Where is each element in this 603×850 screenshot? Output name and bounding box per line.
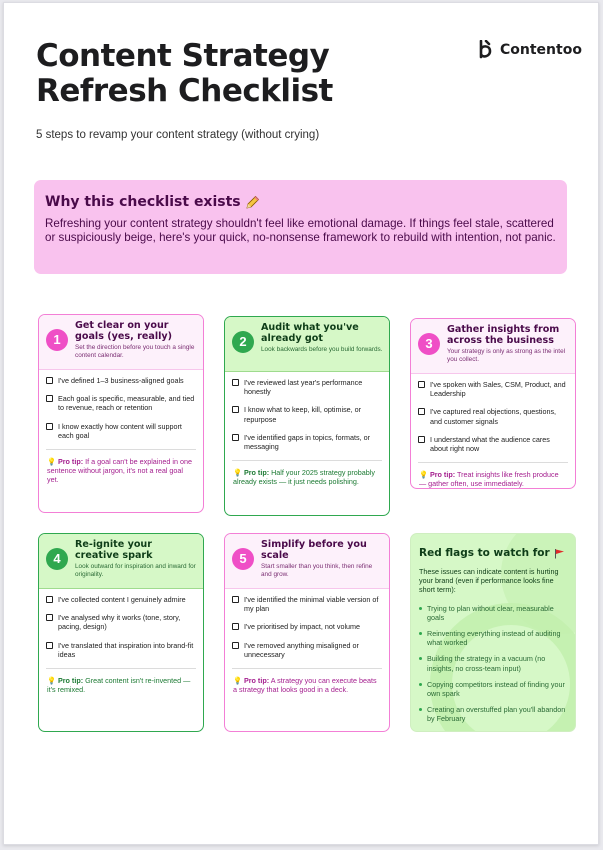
- checklist-page: [3, 2, 599, 845]
- checklist-item[interactable]: [232, 378, 382, 396]
- checklist: [39, 370, 203, 440]
- checklist-item[interactable]: [232, 622, 382, 631]
- intro-panel: [34, 180, 567, 274]
- red-flag-item: [419, 680, 567, 698]
- pro-tip: [39, 450, 203, 485]
- pro-tip: [411, 463, 575, 488]
- step-title: Get clear on your goals (yes, really): [75, 320, 173, 342]
- step-title: Audit what you've already got: [261, 322, 359, 344]
- checklist-item[interactable]: [46, 641, 196, 659]
- checkbox[interactable]: [46, 614, 53, 621]
- checklist-item[interactable]: [46, 422, 196, 440]
- step-card-3: [410, 318, 576, 489]
- step-title: Simplify before you scale: [261, 539, 367, 561]
- red-flags-list: [419, 604, 567, 724]
- checklist: [39, 589, 203, 659]
- pro-tip-text: Treat insights like fresh produce — gather often, use immediately.: [419, 470, 559, 489]
- page-title: [36, 39, 396, 109]
- lightbulb-icon: 💡: [47, 457, 56, 467]
- checklist-item[interactable]: [418, 407, 568, 425]
- page-subtitle: 5 steps to revamp your content strategy (without crying): [36, 129, 320, 141]
- step-card-1: [38, 314, 204, 513]
- checkbox[interactable]: [232, 406, 239, 413]
- red-flag-text: Building the strategy in a vacuum (no insights, no cross-team input): [427, 654, 546, 673]
- red-flags-panel: [410, 533, 576, 732]
- checklist-item-label: I've analysed why it works (tone, story, pacing, design): [58, 613, 181, 632]
- step-title: Re-ignite your creative spark: [75, 539, 153, 561]
- checkbox[interactable]: [46, 395, 53, 402]
- bullet-dot: [419, 657, 422, 660]
- checklist-item[interactable]: [232, 433, 382, 451]
- red-flag-text: Trying to plan without clear, measurable goals: [427, 603, 554, 622]
- intro-body: Refreshing your content strategy shouldn't feel like emotional damage. If things feel stale, scattered or suspiciously beige, here's your quick, no-nonsense framework to rebuild with intention, not panic.: [45, 217, 556, 244]
- checkbox[interactable]: [232, 434, 239, 441]
- contentoo-logo-icon: [478, 40, 494, 60]
- pro-tip: [225, 669, 389, 694]
- title-line-1: Content Strategy: [36, 38, 330, 74]
- red-flag-text: Creating an overstuffed plan you'll abandon by February: [427, 705, 566, 724]
- pencil-icon: [245, 195, 260, 210]
- checklist-item-label: I've identified gaps in topics, formats, or messaging: [244, 432, 371, 452]
- checklist-item[interactable]: [46, 595, 196, 604]
- step-number-badge: 5: [232, 548, 254, 570]
- checklist-item[interactable]: [232, 641, 382, 659]
- checklist: [225, 589, 389, 659]
- pro-tip: [39, 669, 203, 694]
- checklist-item[interactable]: [232, 405, 382, 423]
- red-flag-item: [419, 629, 567, 647]
- checklist-item-label: I know what to keep, kill, optimise, or repurpose: [244, 405, 362, 424]
- pro-tip-label: Pro tip:: [243, 468, 270, 478]
- step-card-5: [224, 533, 390, 732]
- checklist-item[interactable]: [46, 376, 196, 385]
- checkbox[interactable]: [46, 596, 53, 603]
- checklist-item-label: I've reviewed last year's performance honestly: [244, 378, 363, 397]
- pro-tip-text: Half your 2025 strategy probably already exists — it just needs polishing.: [233, 468, 375, 487]
- step-header: [39, 315, 203, 370]
- checklist-item-label: I've prioritised by impact, not volume: [244, 622, 361, 632]
- checkbox[interactable]: [418, 381, 425, 388]
- checklist-item[interactable]: [46, 394, 196, 412]
- checklist-item-label: I understand what the audience cares about right now: [430, 434, 550, 454]
- checkbox[interactable]: [418, 436, 425, 443]
- checklist-item-label: I've removed anything misaligned or unnecessary: [244, 640, 359, 659]
- checklist-item-label: I've collected content I genuinely admire: [58, 595, 186, 604]
- lightbulb-icon: 💡: [47, 676, 56, 686]
- checkbox[interactable]: [46, 423, 53, 430]
- bullet-dot: [419, 607, 422, 610]
- checkbox[interactable]: [232, 379, 239, 386]
- intro-title: Why this checklist exists: [45, 194, 241, 210]
- checkbox[interactable]: [232, 596, 239, 603]
- red-flag-item: [419, 654, 567, 672]
- red-flags-heading: [419, 547, 567, 559]
- red-flag-text: Reinventing everything instead of auditing what worked: [427, 629, 561, 648]
- red-flags-intro: These issues can indicate content is hurting your brand (even if performance looks fine short term):: [419, 567, 559, 595]
- pro-tip: [225, 461, 389, 486]
- checkbox[interactable]: [232, 623, 239, 630]
- checklist: [225, 372, 389, 451]
- checkbox[interactable]: [418, 408, 425, 415]
- red-flag-item: [419, 604, 567, 622]
- pro-tip-text: Great content isn't re-invented — it's remixed.: [47, 676, 191, 695]
- bullet-dot: [419, 683, 422, 686]
- step-subtitle: Your strategy is only as strong as the intel you collect.: [447, 348, 566, 363]
- red-flag-text: Copying competitors instead of finding your own spark: [427, 679, 565, 699]
- checklist-item[interactable]: [418, 380, 568, 398]
- red-flags-content: [411, 534, 575, 724]
- checklist: [411, 374, 575, 453]
- lightbulb-icon: 💡: [233, 468, 242, 478]
- checkbox[interactable]: [232, 642, 239, 649]
- lightbulb-icon: 💡: [233, 676, 242, 686]
- checklist-item[interactable]: [418, 435, 568, 453]
- step-subtitle: Start smaller than you think, then refine and grow.: [261, 563, 373, 578]
- step-card-2: [224, 316, 390, 516]
- pro-tip-label: Pro tip:: [57, 457, 84, 467]
- checkbox[interactable]: [46, 377, 53, 384]
- pro-tip-label: Pro tip:: [243, 676, 270, 686]
- step-subtitle: Look outward for inspiration and inward for originality.: [75, 563, 196, 578]
- checklist-item-label: I've defined 1–3 business-aligned goals: [58, 376, 184, 385]
- pro-tip-label: Pro tip:: [57, 676, 84, 686]
- step-subtitle: Look backwards before you build forwards.: [261, 346, 383, 353]
- checklist-item-label: I've translated that inspiration into brand-fit ideas: [58, 640, 194, 659]
- red-flags-title: Red flags to watch for: [419, 547, 550, 559]
- step-header: [39, 534, 203, 589]
- pro-tip-text: If a goal can't be explained in one sentence without jargon, it's not a real goal yet.: [47, 457, 192, 485]
- brand-name: Contentoo: [500, 42, 582, 58]
- red-flag-item: [419, 705, 567, 723]
- checklist-item-label: I know exactly how content will support each goal: [58, 421, 182, 440]
- step-number-badge: 4: [46, 548, 68, 570]
- checklist-item[interactable]: [46, 613, 196, 631]
- lightbulb-icon: 💡: [419, 470, 428, 480]
- checklist-item[interactable]: [232, 595, 382, 613]
- pro-tip-text: A strategy you can execute beats a strategy that looks good in a deck.: [233, 676, 377, 695]
- checklist-item-label: Each goal is specific, measurable, and tied to revenue, reach or retention: [58, 394, 195, 413]
- checklist-item-label: I've captured real objections, questions, and customer signals: [430, 407, 557, 426]
- step-number-badge: 1: [46, 329, 68, 351]
- bullet-dot: [419, 708, 422, 711]
- step-header: [411, 319, 575, 374]
- step-subtitle: Set the direction before you touch a single content calendar.: [75, 344, 195, 359]
- checklist-item-label: I've spoken with Sales, CSM, Product, and Leadership: [430, 380, 566, 399]
- step-header: [225, 534, 389, 589]
- pro-tip-label: Pro tip:: [429, 470, 456, 480]
- checkbox[interactable]: [46, 642, 53, 649]
- title-line-2: Refresh Checklist: [36, 73, 333, 109]
- step-number-badge: 2: [232, 331, 254, 353]
- step-header: [225, 317, 389, 372]
- step-number-badge: 3: [418, 333, 440, 355]
- bullet-dot: [419, 632, 422, 635]
- step-card-4: [38, 533, 204, 732]
- red-flag-icon: [554, 548, 565, 559]
- step-title: Gather insights from across the business: [447, 324, 560, 346]
- checklist-item-label: I've identified the minimal viable version of my plan: [244, 595, 379, 614]
- brand-logo: [478, 40, 582, 60]
- intro-heading: [45, 194, 557, 210]
